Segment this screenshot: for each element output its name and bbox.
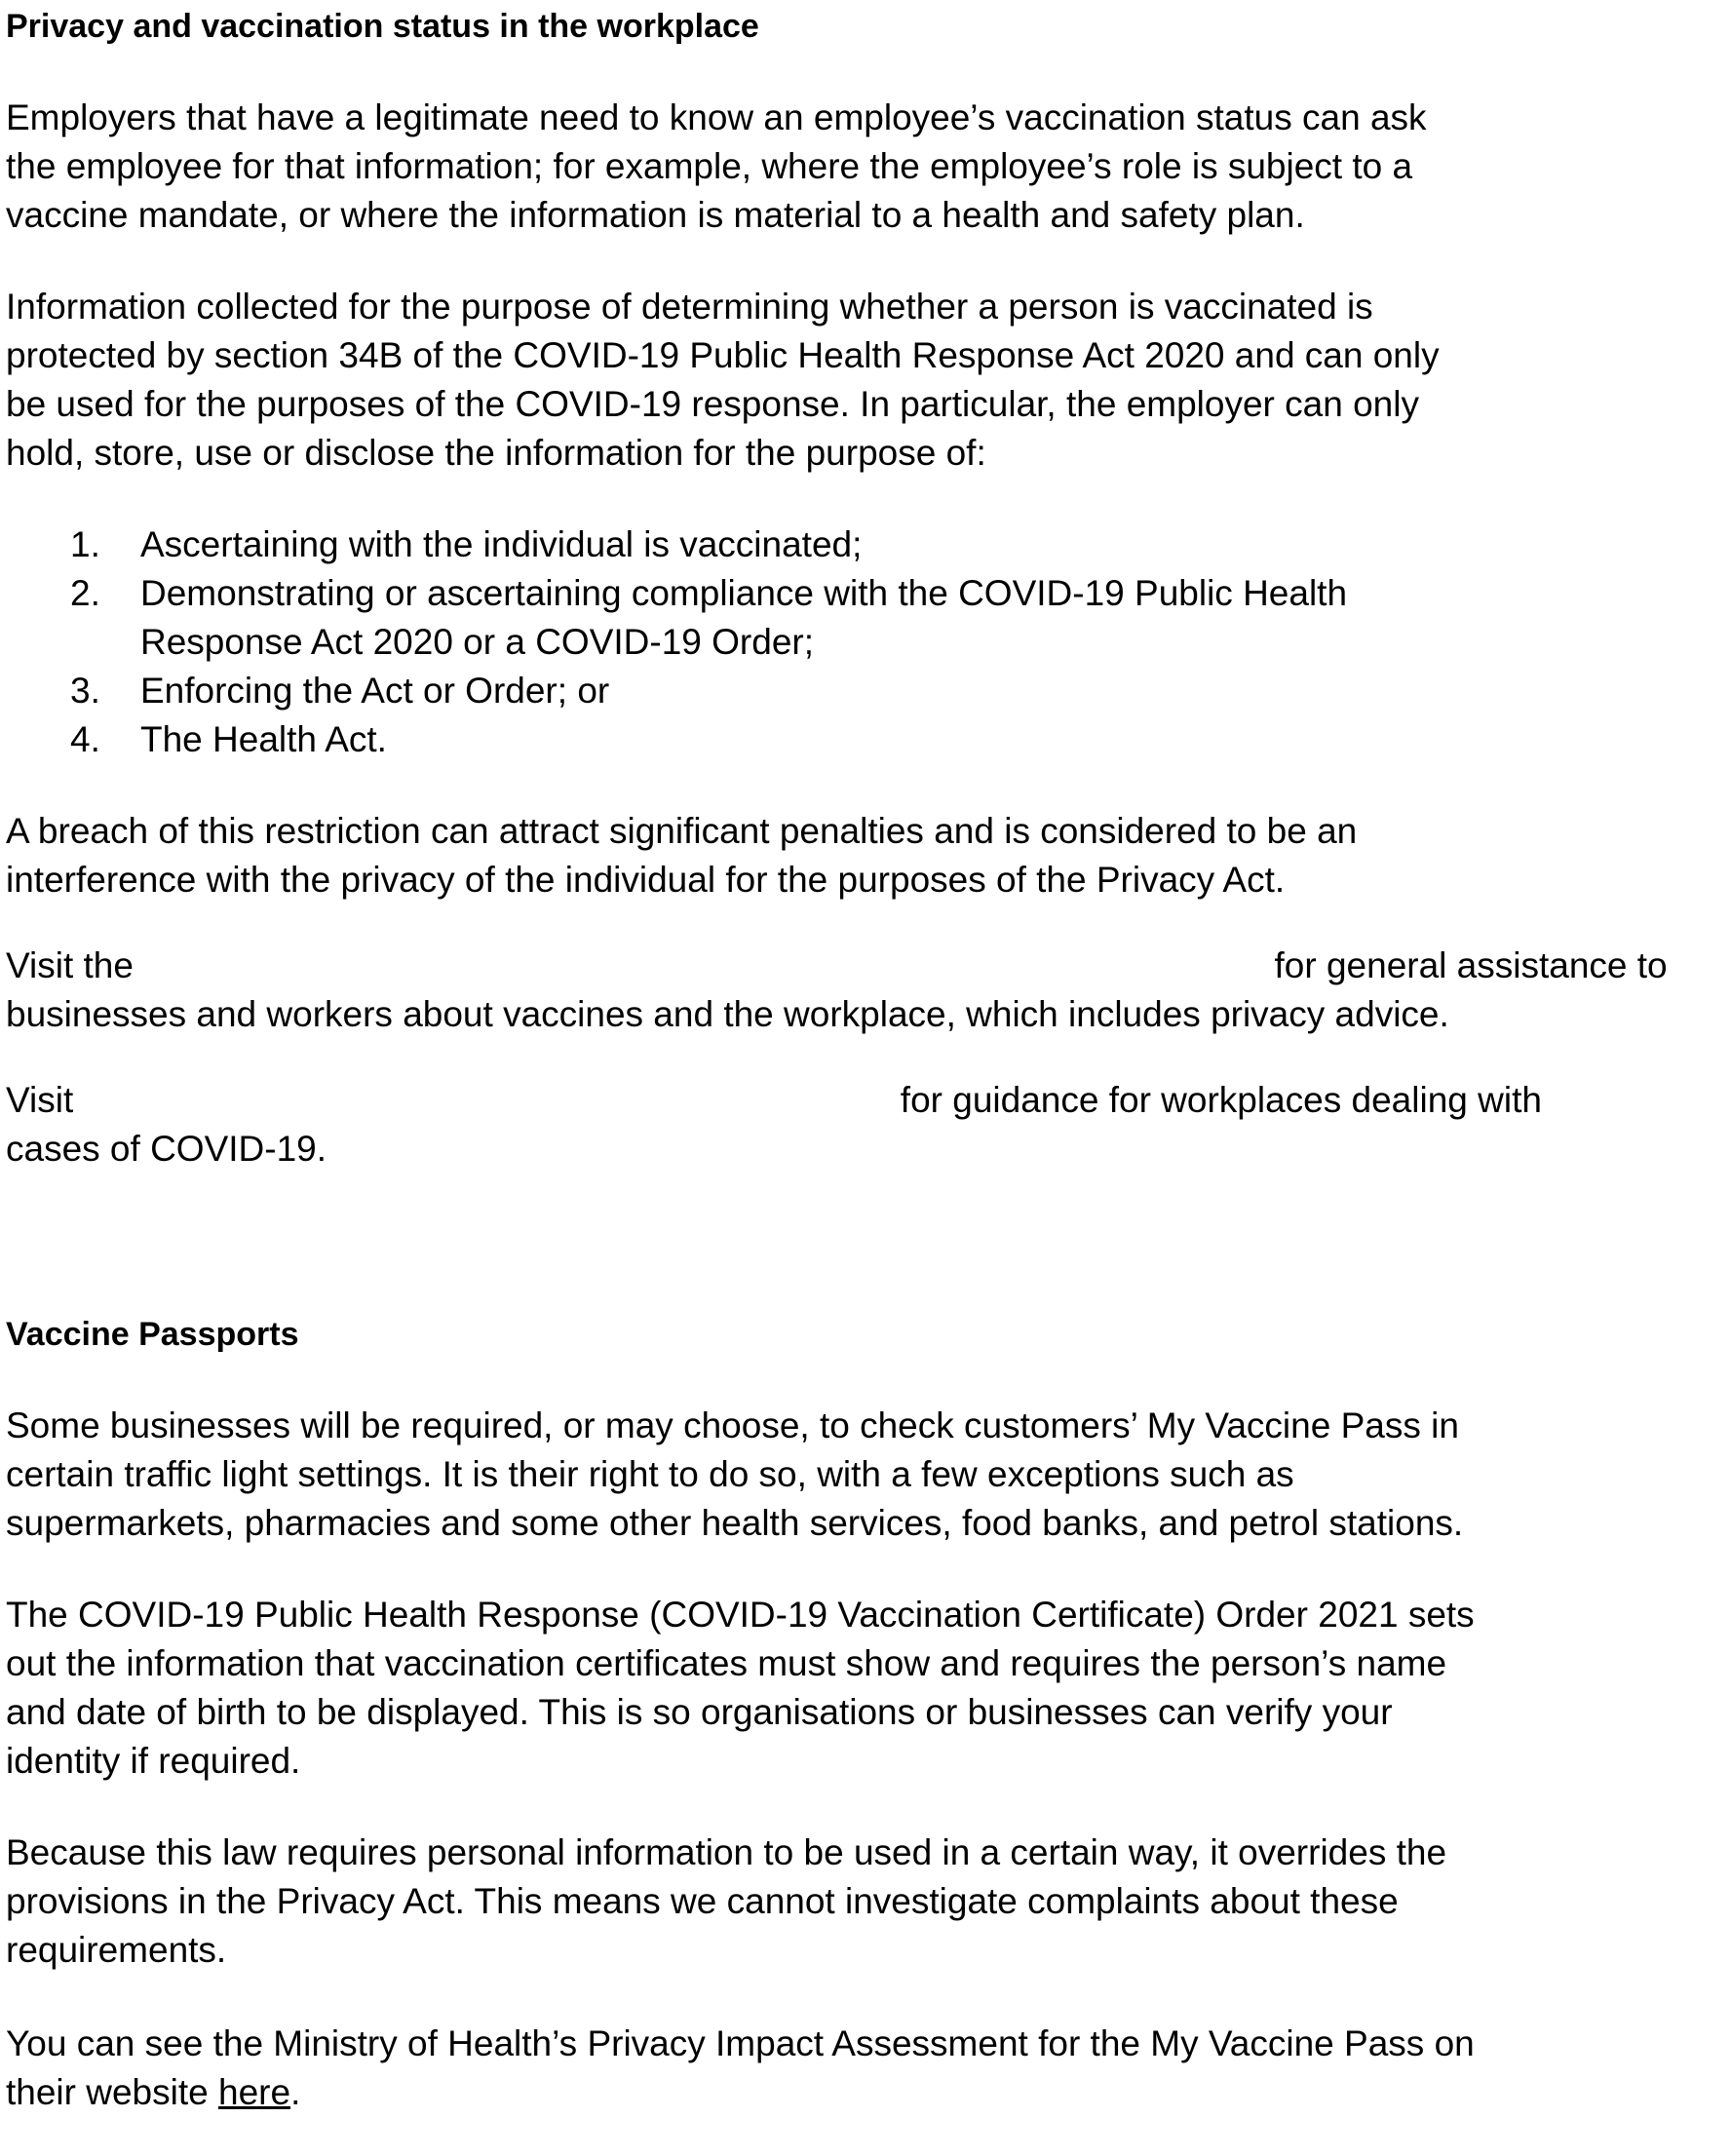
paragraph-visit-guidance: Visit for guidance for workplaces dealing with cases of COVID-19. [6,1076,1719,1174]
list-item: 2. Demonstrating or ascertaining compliance with the COVID-19 Public Health Response Act 2020 or a COVID-19 Order; [6,569,1719,667]
paragraph-businesses-check: Some businesses will be required, or may choose, to check customers’ My Vaccine Pass in certain traffic light settings. It is their right to do so, with a few exceptions such as supermarkets, pharmacies and some other health services, food banks, and petrol stations. [6,1405,1464,1543]
paragraph-visit-assistance: Visit the for general assistance to businesses and workers about vaccines and the workplace, which includes privacy advice. [6,942,1719,1039]
list-number: 3. [70,671,100,711]
paragraph-employer-need: Employers that have a legitimate need to know an employee’s vaccination status can ask the employee for that information; for example, where the employee’s role is subject to a vaccine mandate, or where the information is material to a health and safety plan. [6,97,1427,235]
paragraph-law-overrides: Because this law requires personal information to be used in a certain way, it overrides the provisions in the Privacy Act. This means we cannot investigate complaints about these requirements. [6,1832,1447,1970]
list-item: 3. Enforcing the Act or Order; or [6,667,1719,715]
section-heading-workplace: Privacy and vaccination status in the workplace [6,8,759,45]
section-heading-vaccine-passports: Vaccine Passports [6,1316,299,1353]
list-number: 1. [70,524,100,564]
redacted-link[interactable] [143,942,1264,978]
redacted-link[interactable] [84,1076,891,1112]
list-item: 4. The Health Act. [6,715,1719,764]
paragraph-privacy-impact-assessment: You can see the Ministry of Health’s Privacy Impact Assessment for the My Vaccine Pass on their website here. [6,2023,1475,2112]
list-number: 2. [70,573,100,613]
here-link[interactable]: here [218,2072,291,2112]
list-number: 4. [70,719,100,759]
paragraph-breach: A breach of this restriction can attract significant penalties and is considered to be an interference with the privacy of the individual for the purposes of the Privacy Act. [6,811,1358,900]
paragraph-information-protected: Information collected for the purpose of determining whether a person is vaccinated is protected by section 34B of the COVID-19 Public Health Response Act 2020 and can only be used for the purposes of the COVID-19 response. In particular, the employer can only hold, store, use or disclose the information for the purpose of: [6,287,1440,473]
list-item: 1. Ascertaining with the individual is vaccinated; [6,520,1719,569]
paragraph-certificate-order: The COVID-19 Public Health Response (COVID-19 Vaccination Certificate) Order 2021 sets out the information that vaccination certificates must show and requires the person’s name and date of birth to be displayed. This is so organisations or businesses can verify your identity if required. [6,1595,1475,1781]
purpose-list [6,520,1719,764]
